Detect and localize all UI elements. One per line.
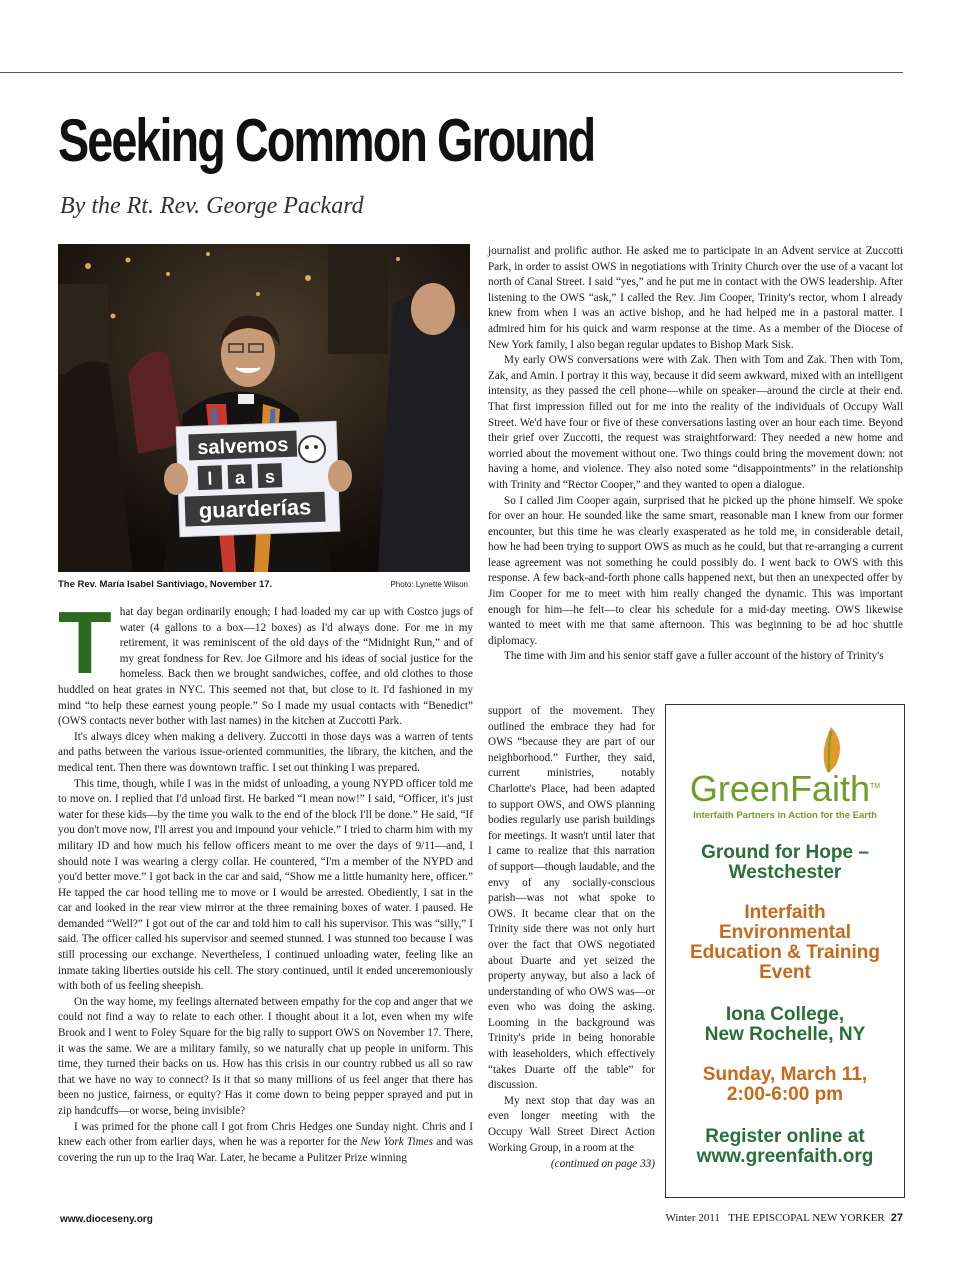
issue-date: Winter 2011 (665, 1212, 720, 1224)
greenfaith-ad (665, 704, 905, 1198)
sign-letter-s: s (264, 466, 276, 487)
event-date (666, 1065, 904, 1105)
body-paragraph: My next stop that day was an even longer meeting with the Occupy Wall Street Direct Action Working Group, in a room at the (488, 1094, 655, 1154)
publication-name: THE EPISCOPAL NEW YORKER (728, 1212, 885, 1224)
brand-tagline: Interfaith Partners in Action for the Earth (693, 810, 877, 821)
body-paragraph (58, 1120, 473, 1167)
body-paragraph: The time with Jim and his senior staff gave a fuller account of the history of Trinity's (504, 650, 884, 663)
sign-line-2: a (234, 467, 246, 488)
program-line: Ground for Hope – (701, 842, 869, 863)
registration (666, 1127, 904, 1167)
footer-url[interactable]: www.dioceseny.org (60, 1214, 153, 1225)
photo-caption (58, 579, 470, 590)
opening-paragraph-text: hat day began ordinarily enough; I had loaded my car up with Costco jugs of water (4 gallons to a box—12 boxes) as I'd always done. For me in my retirement, it was reminiscent of the old days of the “Midnight Run,” and of my great fondness for Rev. Joe Gilmore and his ideas of social justice for the homeless. Back then we brought sandwiches, coffee, and old clothes to those huddled on heat grates in NYC. This seemed not that, but close to it. I'd fashioned in my mind “to help these earnest young people.” So I made my usual contacts with “Benedict” (OWS contacts never bother with last names) in the kitchen at Zuccotti Park. (58, 606, 473, 728)
body-paragraph: So I called Jim Cooper again, surprised that he picked up the phone himself. We spoke for over an hour. He sounded like the same smart, reasonable man I knew from our former encounter, but this time he was clearly exasperated as he told me, in considerable detail, how he had been trying to support OWS as much as he could, but that re-arranging a current lease agreement was not something he could possibly do. I went back to OWS with this response. A few back-and-forth phone calls happened next, but then an unexpected offer by Jim Cooper for me to meet with him really changed the dynamic. This was important enough for him—he felt—to clear his schedule for a mid-day meeting. OWS likewise wanted to meet with me that same afternoon. This was beginning to be ad hoc shuttle diplomacy. (488, 494, 903, 647)
date-line: 2:00-6:00 pm (726, 1084, 844, 1105)
register-url[interactable]: www.greenfaith.org (696, 1146, 874, 1167)
venue (666, 1005, 904, 1045)
sign-line-1: salvemos (196, 433, 289, 460)
register-line: Register online at (705, 1126, 865, 1147)
event-line: Environmental (719, 922, 851, 943)
venue-line: Iona College, (725, 1004, 845, 1025)
body-paragraph: On the way home, my feelings alternated between empathy for the cop and anger that we could not find a way to relate to each other. I thought about it a lot, even when my wife Brook and I went to Foley Square for the big rally to support OWS on November 17. There, it was the same. We are a military family, so we naturally chat up people in uniform. This time, they turned their backs on us. How has this crisis in our country rubbed us all so raw that we have no way to connect? Is it that so many millions of us feel anger that there has been no justice, fairness, or equity? Has it come down to being pepper sprayed and put in zip handcuffs—or worse, being invisible? (58, 995, 473, 1117)
sign-line-3: guarderías (198, 494, 312, 524)
article-photo (58, 244, 470, 572)
publication-title: New York Times (360, 1136, 433, 1149)
opening-paragraph (58, 593, 473, 730)
brand-text: GreenFaith (689, 768, 870, 809)
body-text: and was covering the run up to the Iraq War. Later, he became a Pulitzer Prize winning (58, 1136, 473, 1164)
article-column-left (58, 593, 473, 1166)
body-paragraph: journalist and prolific author. He asked me to participate in an Advent service at Zuccotti Park, in order to assist OWS in negotiations with Trinity Church over the use of a vacant lot north of Canal Street. I said “yes,” and he put me in contact with the OWS leadership. After listening to the OWS “ask,” I called the Rev. Jim Cooper, Trinity's rector, whom I already knew from when I was an active bishop, and he had helped me in a pastoral matter. I admired him for his quick and warm response at the time. As a member of the Diocese of New York family, I also began regular updates to Bishop Mark Sisk. (488, 245, 903, 351)
photo-scene (58, 244, 470, 572)
body-paragraph: My early OWS conversations were with Zak. Then with Tom and Zak. Then with Tom, Zak, and Amin. I portray it this way, because it did seem awkward, mixed with an intelligent intensity, as they passed the cell phone—while on speaker—around the circle at their end. That first impression filled out for me into the reality of the individuals of Occupy Wall Street. We'd have four or five of these conversations lasting over an hour each time. Beyond their grief over Zuccotti, the request was straightforward: They needed a new home and worried about the movement without one. Two things could bring the movement down: not having a home, and violence. They also noted some “disappointments” in the relationship with Trinity and “Rector Cooper,” and they wanted to open a dialogue. (488, 354, 903, 491)
event-line: Education & Training (689, 942, 880, 963)
sign-letter-l: l (207, 468, 213, 489)
venue-line: New Rochelle, NY (704, 1024, 866, 1045)
program-line: Westchester (728, 862, 842, 883)
article-column-narrow (488, 704, 655, 1173)
body-paragraph: It's always dicey when making a delivery. Zuccotti in those days was a warren of tents and paths between the various issue-oriented communities, the library, the kitchen, and the medical tent. Then there was downtown traffic. I set out thinking I was prepared. (58, 730, 473, 774)
body-text: I was primed for the phone call I got from Chris Hedges one Sunday night. Chris and I knew each other from earlier days, when he was a reporter for the (58, 1120, 473, 1149)
program-name (666, 843, 904, 883)
event-name (666, 903, 904, 983)
article-column-right (488, 244, 903, 665)
body-paragraph: This time, though, while I was in the midst of unloading, a young NYPD officer told me to move on. I replied that I'd unload first. He barked “I mean now!” I said, “Officer, it's just water for these kids—by the time you walk to the end of the block I'll be done.” He said, “If you don't move now, I'll arrest you and impound your vehicle.” I tried to charm him with my military ID and how much his fellow officers meant to me over the days of 9/11—and, I should note I was wearing a clergy collar. He countered, “I'm a member of the NYPD and you'd better move.” I got back in the car and said, “Show me a little humanity here, officer.” He tapped the car hood telling me to move or I would be arrested. Obediently, I sat in the car and looked in the rear view mirror at the three remaining boxes of water. I paused. He demanded “Well?” I got out of the car and told him to call his supervisor. This was “silly,” I said. The officer called his supervisor and seemed stunned. I was stunned too because I was still processing our exchange. Nevertheless, I continued unloading water, feeling like an inmate taking liberties outside his cell. The story continued, until it ended unceremoniously with both of us feeling sheepish. (58, 777, 473, 993)
trademark: TM (869, 783, 881, 790)
page-title: Seeking Common Ground (58, 107, 595, 174)
byline: By the Rt. Rev. George Packard (60, 193, 364, 219)
date-line: Sunday, March 11, (702, 1064, 868, 1085)
continued-note: (continued on page 33) (550, 1158, 655, 1171)
brand-name (666, 768, 904, 810)
greenfaith-logo (666, 705, 904, 821)
top-rule (0, 72, 903, 73)
photo-credit: Photo: Lynette Wilson (390, 580, 468, 589)
body-paragraph: support of the movement. They outlined the embrace they had for OWS “because they are part of our neighborhood.” Further, they said, current ministries, notably Charlotte's Place, had been adapted to support OWS, and OWS planning bodies regularly use parish buildings for meetings. It wasn't until later that I came to realize that this narration of support—though laudable, and the envy of any socially-conscious parish—was not what spoke to OWS. It became clear that on the Trinity side there was not only hurt over the fact that OWS negotiated about Duarte and yet seized the property anyway, but also a lack of understanding of who OWS was—or even who was doing the asking. Looming in the background was Trinity's pride in being honorable with leaseholders, which effectively “takes Duarte off the table” for discussion. (488, 705, 655, 1092)
event-line: Interfaith (744, 902, 826, 923)
drop-cap: T (58, 593, 112, 692)
footer-folio (665, 1212, 903, 1224)
page-number: 27 (890, 1212, 903, 1224)
event-line: Event (759, 962, 811, 983)
caption-text: The Rev. María Isabel Santiviago, November 17. (58, 579, 273, 590)
